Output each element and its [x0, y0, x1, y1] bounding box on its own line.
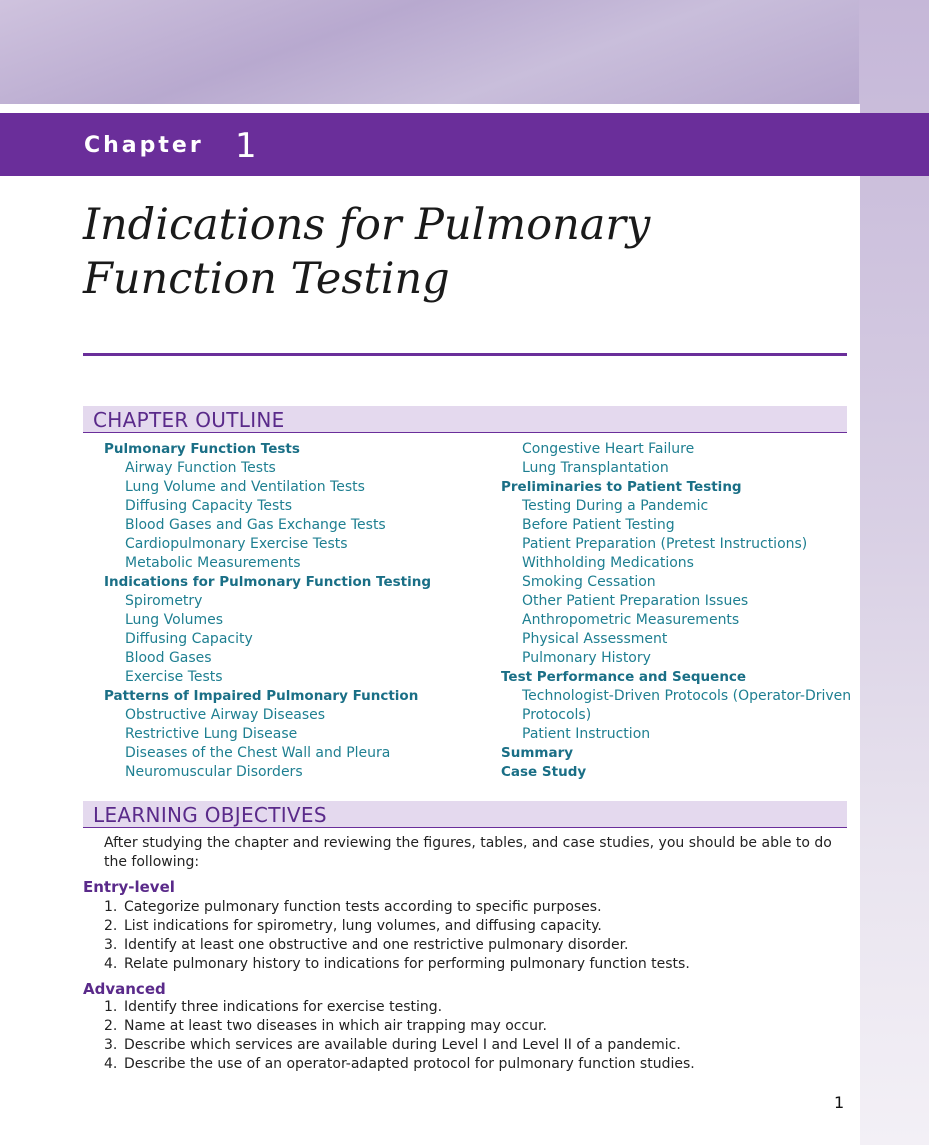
outline-item[interactable]: Cardiopulmonary Exercise Tests — [125, 536, 348, 552]
objective-number: 4. — [104, 1056, 118, 1072]
objective-number: 1. — [104, 899, 118, 915]
outline-item[interactable]: Other Patient Preparation Issues — [522, 593, 749, 609]
objective-item — [104, 1017, 695, 1036]
outline-item[interactable]: Neuromuscular Disorders — [125, 764, 303, 780]
advanced-level-list — [104, 998, 695, 1074]
objective-text: Name at least two diseases in which air trapping may occur. — [124, 1018, 547, 1034]
outline-item[interactable]: Patterns of Impaired Pulmonary Function — [104, 688, 419, 704]
outline-item[interactable]: Testing During a Pandemic — [522, 498, 709, 514]
objective-number: 3. — [104, 1037, 118, 1053]
outline-item[interactable]: Patient Instruction — [522, 726, 651, 742]
entry-level-list — [104, 898, 690, 974]
outline-item[interactable]: Indications for Pulmonary Function Testing — [104, 574, 431, 590]
chapter-label: Chapter — [84, 133, 204, 158]
outline-item[interactable]: Lung Volume and Ventilation Tests — [125, 479, 365, 495]
learning-objectives-heading — [83, 801, 847, 828]
objective-text: Describe which services are available during Level I and Level II of a pandemic. — [124, 1037, 681, 1053]
chapter-outline-heading-text: CHAPTER OUTLINE — [93, 408, 285, 432]
outline-item[interactable]: Diffusing Capacity — [125, 631, 253, 647]
objective-item — [104, 917, 690, 936]
objective-number: 4. — [104, 956, 118, 972]
objective-number: 2. — [104, 918, 118, 934]
outline-item[interactable]: Restrictive Lung Disease — [125, 726, 298, 742]
outline-item[interactable]: Case Study — [501, 764, 587, 780]
objective-text: Relate pulmonary history to indications for performing pulmonary function tests. — [124, 956, 690, 972]
outline-item[interactable]: Diffusing Capacity Tests — [125, 498, 293, 514]
outline-item[interactable]: Technologist-Driven Protocols (Operator-Driven — [522, 688, 852, 704]
outline-item[interactable]: Spirometry — [125, 593, 203, 609]
objective-text: Categorize pulmonary function tests according to specific purposes. — [124, 899, 602, 915]
outline-item[interactable]: Preliminaries to Patient Testing — [501, 479, 742, 495]
outline-item[interactable]: Diseases of the Chest Wall and Pleura — [125, 745, 391, 761]
chapter-number: 1 — [235, 126, 257, 166]
objective-item — [104, 936, 690, 955]
objective-text: Identify three indications for exercise testing. — [124, 999, 443, 1015]
objective-text: List indications for spirometry, lung volumes, and diffusing capacity. — [124, 918, 602, 934]
page-number: 1 — [834, 1093, 845, 1112]
outline-item[interactable]: Protocols) — [522, 707, 592, 723]
chapter-outline-heading — [83, 406, 847, 433]
outline-item[interactable]: Before Patient Testing — [522, 517, 675, 533]
objective-item — [104, 998, 695, 1017]
advanced-level-label: Advanced — [83, 980, 166, 998]
outline-item[interactable]: Lung Volumes — [125, 612, 223, 628]
objective-text: Describe the use of an operator-adapted protocol for pulmonary function studies. — [124, 1056, 695, 1072]
outline-item[interactable]: Physical Assessment — [522, 631, 668, 647]
outline-item[interactable]: Obstructive Airway Diseases — [125, 707, 326, 723]
objective-item — [104, 955, 690, 974]
outline-item[interactable]: Pulmonary History — [522, 650, 651, 666]
outline-item[interactable]: Blood Gases and Gas Exchange Tests — [125, 517, 386, 533]
outline-item[interactable]: Lung Transplantation — [522, 460, 669, 476]
outline-item[interactable]: Metabolic Measurements — [125, 555, 301, 571]
objective-item — [104, 898, 690, 917]
objectives-intro: After studying the chapter and reviewing the figures, tables, and case studies, you should be able to do the following: — [104, 835, 832, 870]
outline-item[interactable]: Withholding Medications — [522, 555, 694, 571]
outline-item[interactable]: Test Performance and Sequence — [501, 669, 747, 685]
background-texture-top — [0, 0, 929, 104]
outline-item[interactable]: Blood Gases — [125, 650, 212, 666]
objective-number: 3. — [104, 937, 118, 953]
objective-number: 1. — [104, 999, 118, 1015]
entry-level-label: Entry-level — [83, 878, 175, 896]
objective-item — [104, 1055, 695, 1074]
outline-item[interactable]: Congestive Heart Failure — [522, 441, 695, 457]
outline-item[interactable]: Summary — [501, 745, 574, 761]
outline-item[interactable]: Smoking Cessation — [522, 574, 656, 590]
outline-item[interactable]: Exercise Tests — [125, 669, 223, 685]
page-title: Indications for Pulmonary Function Testing — [83, 200, 651, 304]
outline-item[interactable]: Patient Preparation (Pretest Instructions) — [522, 536, 808, 552]
learning-objectives-heading-text: LEARNING OBJECTIVES — [93, 803, 327, 827]
outline-item[interactable]: Airway Function Tests — [125, 460, 276, 476]
title-divider — [83, 353, 847, 356]
outline-left-column — [104, 440, 431, 782]
outline-item[interactable]: Anthropometric Measurements — [522, 612, 740, 628]
objective-number: 2. — [104, 1018, 118, 1034]
objective-item — [104, 1036, 695, 1055]
objective-text: Identify at least one obstructive and one restrictive pulmonary disorder. — [124, 937, 629, 953]
outline-right-column — [501, 440, 851, 782]
outline-item[interactable]: Pulmonary Function Tests — [104, 441, 300, 457]
